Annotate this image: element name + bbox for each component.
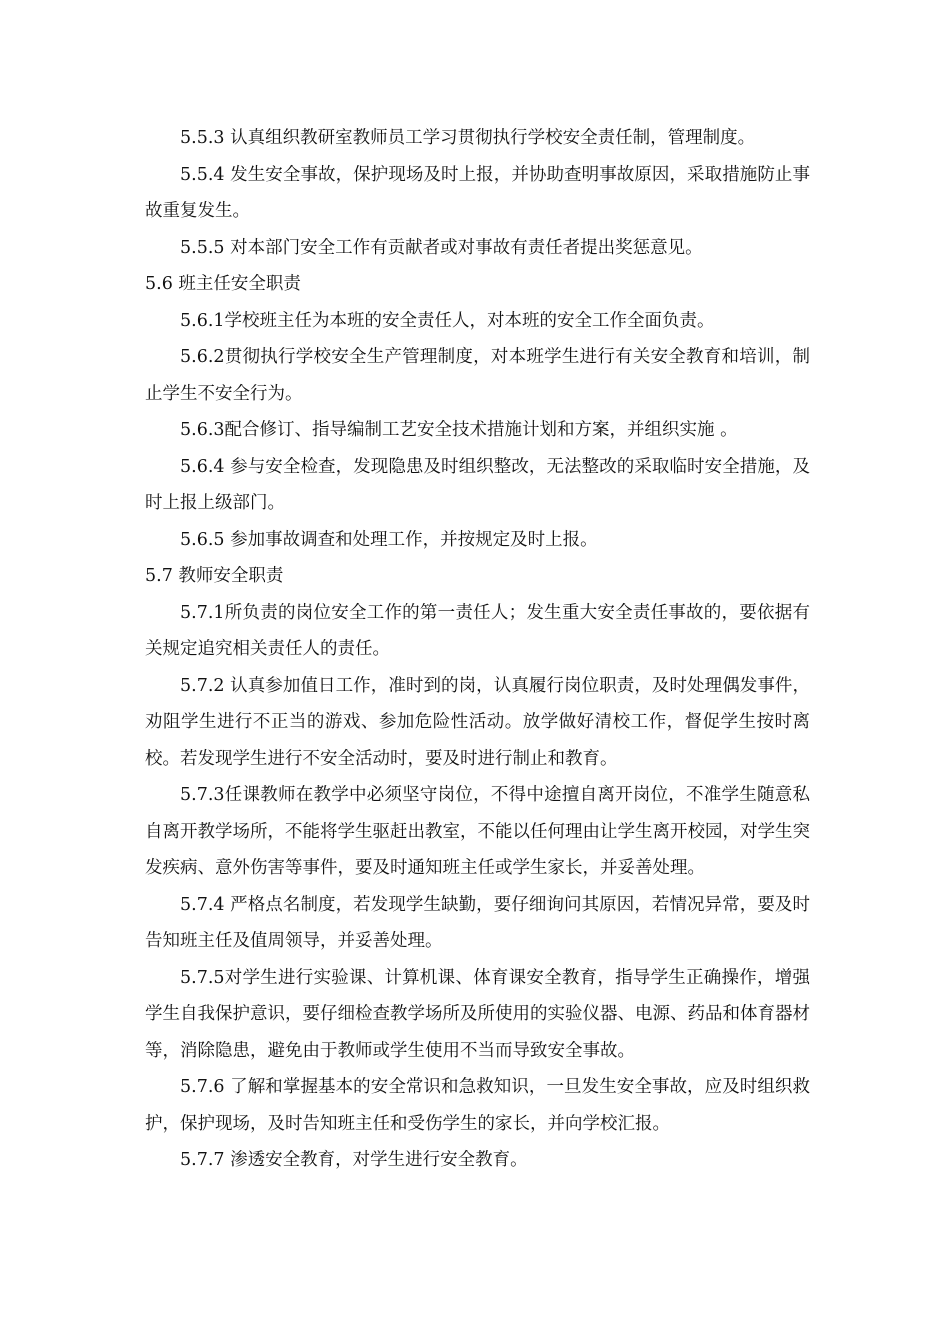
paragraph-5-6-3: 5.6.3配合修订、指导编制工艺安全技术措施计划和方案，并组织实施 。 [180, 420, 738, 440]
paragraph-5-7-1: 5.7.1所负责的岗位安全工作的第一责任人；发生重大安全责任事故的，要依据有关规定追究相关责任人的责任。 [145, 602, 810, 659]
paragraph-5-7-6: 5.7.6 了解和掌握基本的安全常识和急救知识，一旦发生安全事故，应及时组织救护，保护现场，及时告知班主任和受伤学生的家长，并向学校汇报。 [145, 1077, 810, 1134]
paragraph-5-5-3: 5.5.3 认真组织教研室教师员工学习贯彻执行学校安全责任制，管理制度。 [180, 128, 756, 148]
section-heading-5-6: 5.6 班主任安全职责 [145, 274, 301, 294]
paragraph-5-5-5: 5.5.5 对本部门安全工作有贡献者或对事故有责任者提出奖惩意见。 [180, 237, 703, 258]
document-body [145, 120, 810, 1179]
paragraph-5-7-3: 5.7.3任课教师在教学中必须坚守岗位，不得中途擅自离开岗位，不准学生随意私自离开教学场所，不能将学生驱赶出教室，不能以任何理由让学生离开校园，对学生突发疾病、意外伤害等事件，要及时通知班主任或学生家长，并妥善处理。 [145, 785, 810, 878]
paragraph-5-7-5: 5.7.5对学生进行实验课、计算机课、体育课安全教育，指导学生正确操作，增强学生自我保护意识，要仔细检查教学场所及所使用的实验仪器、电源、药品和体育器材等，消除隐患，避免由于教师或学生使用不当而导致安全事故。 [145, 967, 810, 1061]
section-heading-5-7: 5.7 教师安全职责 [145, 566, 284, 586]
paragraph-5-6-5: 5.6.5 参加事故调查和处理工作，并按规定及时上报。 [180, 529, 598, 550]
paragraph-5-6-2: 5.6.2贯彻执行学校安全生产管理制度，对本班学生进行有关安全教育和培训，制止学生不安全行为。 [145, 347, 810, 404]
paragraph-5-7-4: 5.7.4 严格点名制度，若发现学生缺勤，要仔细询问其原因，若情况异常，要及时告知班主任及值周领导，并妥善处理。 [145, 894, 810, 951]
paragraph-5-5-4: 5.5.4 发生安全事故，保护现场及时上报，并协助查明事故原因，采取措施防止事故重复发生。 [145, 164, 810, 221]
paragraph-5-7-2: 5.7.2 认真参加值日工作，准时到的岗，认真履行岗位职责，及时处理偶发事件，劝阻学生进行不正当的游戏、参加危险性活动。放学做好清校工作，督促学生按时离校。若发现学生进行不安全活动时，要及时进行制止和教育。 [145, 675, 810, 769]
paragraph-5-6-4: 5.6.4 参与安全检查，发现隐患及时组织整改，无法整改的采取临时安全措施，及时上报上级部门。 [145, 456, 810, 513]
paragraph-5-7-7: 5.7.7 渗透安全教育，对学生进行安全教育。 [180, 1150, 528, 1170]
paragraph-5-6-1: 5.6.1学校班主任为本班的安全责任人，对本班的安全工作全面负责。 [180, 310, 715, 331]
